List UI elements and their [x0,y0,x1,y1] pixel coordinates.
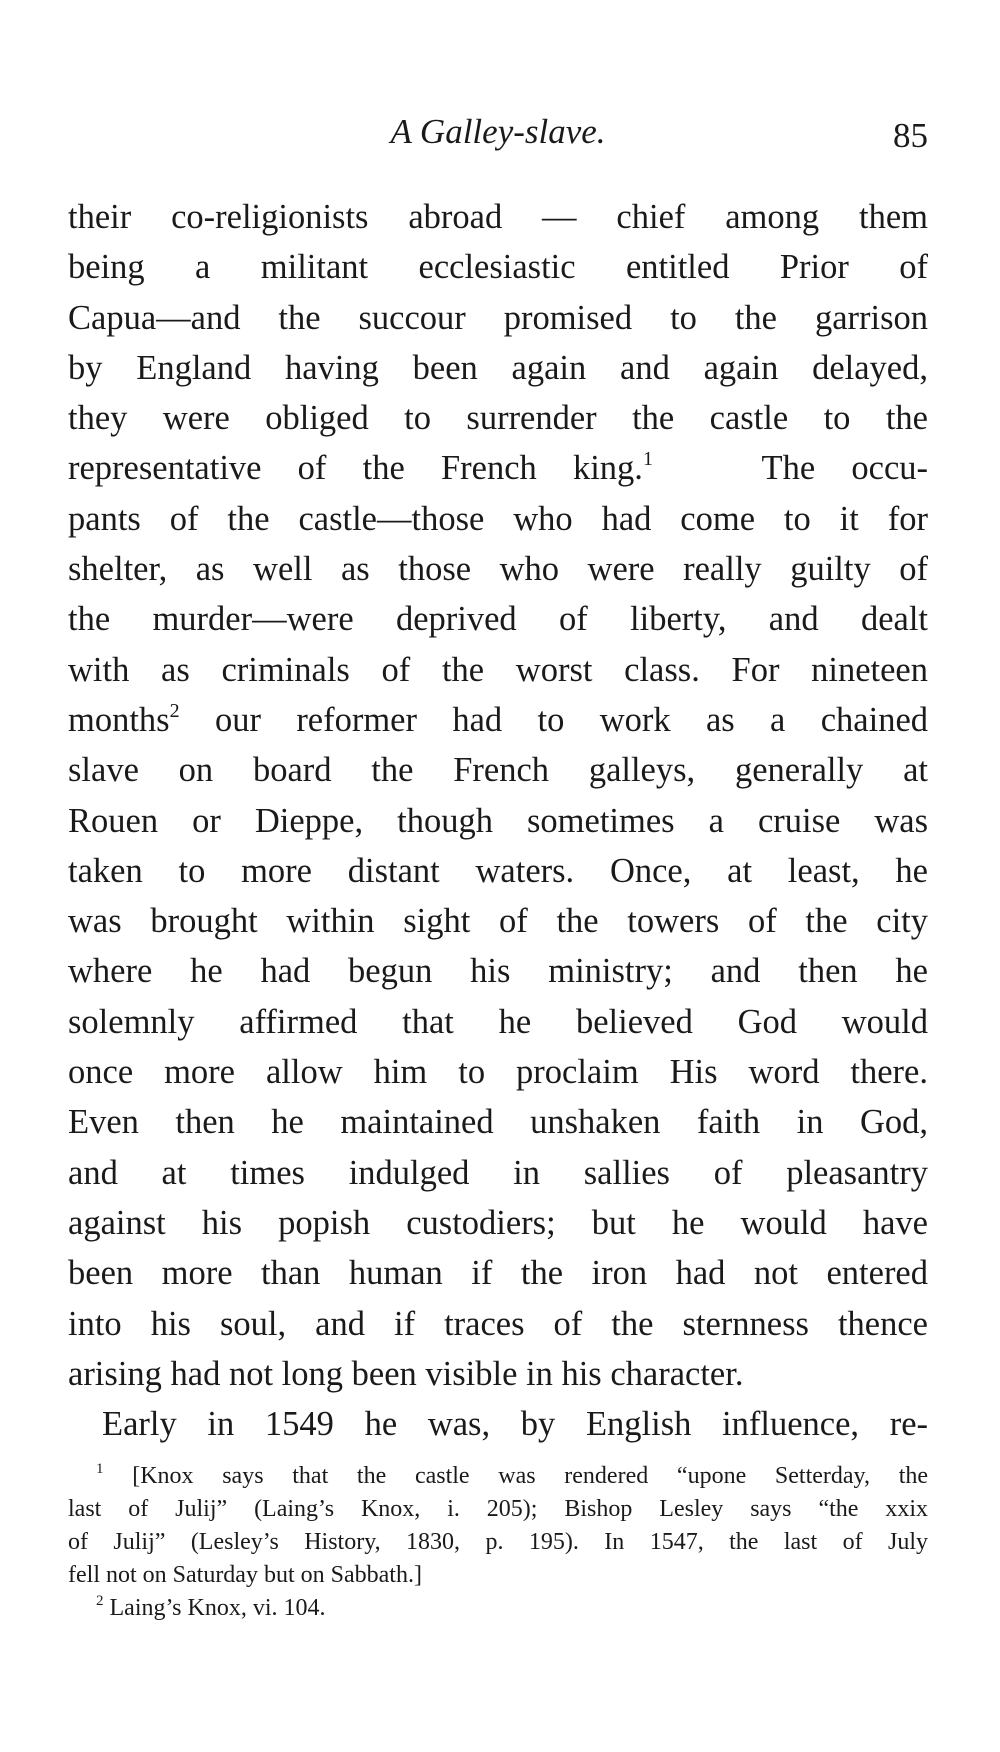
text-line: slave on board the French galleys, generally at [68,751,928,790]
footnote-text: Laing’s Knox, vi. 104. [109,1595,326,1621]
text-line: the murder—were deprived of liberty, and dealt [68,600,928,639]
footnotes [68,1460,928,1625]
running-title: A Galley-slave. [390,112,606,151]
text-line: against his popish custodiers; but he would have [68,1203,928,1242]
text-line: solemnly affirmed that he believed God would [68,1002,928,1041]
text-line [68,443,928,493]
footnote-1-line: fell not on Saturday but on Sabbath.] [68,1562,422,1588]
text-line: Rouen or Dieppe, though sometimes a cruise was [68,801,928,840]
footnote-text: [Knox says that the castle was rendered “upone Setterday, the [132,1463,929,1489]
running-head [68,112,928,162]
text-segment: months [68,700,170,739]
footnote-1-line: last of Julij” (Laing’s Knox, i. 205); Bishop Lesley says “the xxix [68,1496,928,1522]
text-line: where he had begun his ministry; and then he [68,952,928,991]
text-line: once more allow him to proclaim His word there. [68,1053,928,1092]
text-line: Even then he maintained unshaken faith in God, [68,1103,928,1142]
footnote-ref-1[interactable]: 1 [642,448,653,471]
text-segment: our reformer had to work as a chained [214,700,929,739]
text-line: Early in 1549 he was, by English influence, re- [102,1405,928,1444]
text-line: pants of the castle—those who had come to it for [68,499,928,538]
text-line: with as criminals of the worst class. For nineteen [68,650,928,689]
body-text [68,192,928,1449]
text-line: into his soul, and if traces of the sternness thence [68,1304,928,1343]
footnote-2-line [68,1592,928,1625]
text-line: they were obliged to surrender the castle to the [68,399,928,438]
text-line: been more than human if the iron had not entered [68,1254,928,1293]
text-line: being a militant ecclesiastic entitled Prior of [68,248,928,287]
text-line: taken to more distant waters. Once, at least, he [68,851,928,890]
page-number: 85 [893,116,928,155]
text-segment: representative of the French king. [68,449,643,488]
text-line [68,695,928,745]
footnote-2-marker: 2 [96,1593,104,1609]
text-line: was brought within sight of the towers of the city [68,902,928,941]
text-segment: The occu- [761,449,928,488]
text-line: shelter, as well as those who were really guilty of [68,550,928,589]
text-line: Capua—and the succour promised to the garrison [68,298,928,337]
footnote-1-marker: 1 [96,1461,104,1477]
text-line: their co-religionists abroad — chief among them [68,198,928,236]
footnote-ref-2[interactable]: 2 [169,699,180,722]
footnote-1-line [68,1460,928,1493]
text-line: and at times indulged in sallies of pleasantry [68,1153,928,1192]
text-line: by England having been again and again delayed, [68,348,928,387]
text-line: arising had not long been visible in his character. [68,1354,744,1393]
footnote-1-line: of Julij” (Lesley’s History, 1830, p. 195). In 1547, the last of July [68,1529,928,1555]
